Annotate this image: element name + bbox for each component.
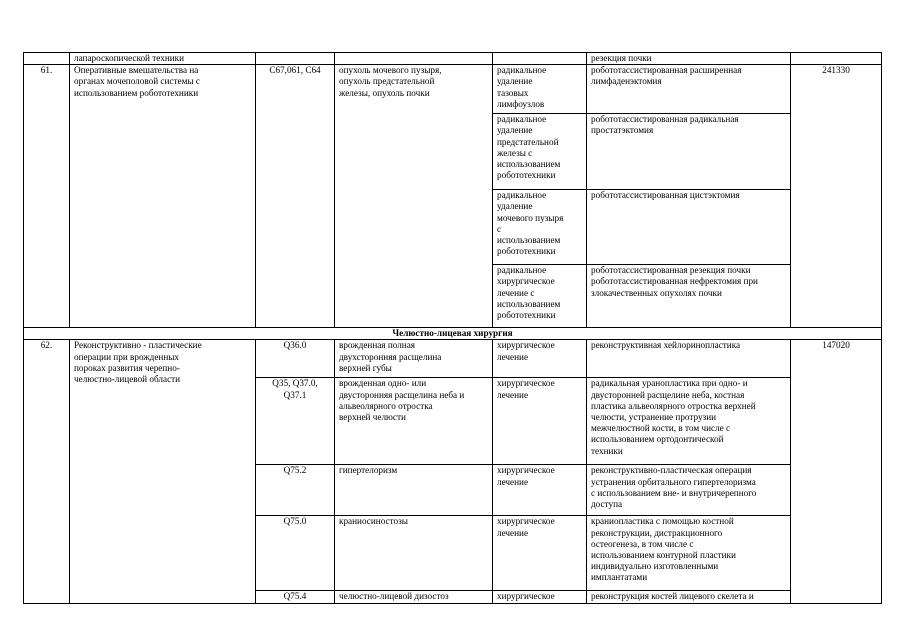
cell-text-line: робототехники [497,246,556,257]
treatment-type-cell [493,378,587,465]
cost-cell: 241330 [791,65,882,328]
cell-text-line: лапароскопической техники [74,53,185,63]
patient-model-cell [335,378,493,465]
cell-text-line: робототассистированная расширенная [591,65,742,76]
patient-model-cell [335,465,493,516]
icd-code-cell [256,378,335,465]
cell-text-line: робототассистированная резекция почки [591,265,751,276]
cell-text-line: опухоль предстательной [339,76,435,87]
cell-text-line: альвеолярного отростка [339,400,433,411]
cost-cell: 147020 [791,340,882,603]
cell-text-line: удаление [497,201,533,212]
cell-text-line: железы, опухоль почки [339,87,430,98]
cell-text-line: доступа [591,499,623,510]
patient-model-cell [335,516,493,591]
cell-text-line: использованием робототехники [74,87,199,98]
treatment-method-cell [587,591,791,603]
cell-text-line: робототассистированная цистэктомия [591,190,740,201]
section-title: Челюстно-лицевая хирургия [24,328,882,340]
treatment-type-cell [493,591,587,603]
treatment-type-cell [493,65,587,114]
cell-text-line: врожденная одно- или [339,378,427,389]
cell-text-line: лимфоузлов [497,98,545,109]
cell-text-line: Q75.0 [283,516,307,527]
treatment-method-cell [587,465,791,516]
cell-text-line: радикальная уранопластика при одно- и [591,378,748,389]
row-number-cell [24,53,70,65]
cell-text-line: реконструктивная хейлоринопластика [591,340,741,351]
cell-text-line: органах мочеполовой системы с [74,76,200,87]
treatment-type-cell [493,516,587,591]
treatment-type-cell [493,465,587,516]
patient-model-cell [335,53,493,65]
patient-model-cell [335,340,493,378]
treatment-type-cell [493,340,587,378]
cell-text-line: робототехники [497,310,556,321]
cell-text-line: Q75.2 [283,465,307,476]
cell-text-line: простатэктомия [591,125,654,136]
cell-text-line: Оперативные вмешательства на [74,65,199,76]
cell-text-line: врожденная полная [339,340,416,351]
cell-text-line: верхней челюсти [339,412,406,423]
cell-text-line: операции при врожденных [74,351,180,362]
procedure-name-cell [70,65,256,328]
cell-text-line: лечение [497,389,529,400]
row-number-cell: 61. [24,65,70,328]
cell-text-line: хирургическое [497,465,555,476]
cell-text-line: двухсторонняя расщелина [339,351,442,362]
cell-text-line: реконструкции, дистракционного [591,527,723,538]
cell-text-line: удаление [497,76,533,87]
procedure-name-cell [70,340,256,603]
cell-text-line: резекция почки [591,53,652,63]
cell-text-line: лечение [497,476,529,487]
section-header-row [24,328,882,340]
treatment-method-cell [587,340,791,378]
table-row [24,340,882,378]
icd-code-cell [256,53,335,65]
cell-text-line: устранения орбитального гипертелоризма [591,476,756,487]
cell-text-line: двусторонней расщелине неба, костная [591,389,745,400]
cell-text-line: лечение с [497,287,535,298]
cell-text-line: хирургическое [497,276,555,287]
cost-cell [791,53,882,65]
cell-text-line: верхней губы [339,362,392,373]
cell-text-line: злокачественных опухолях почки [591,287,722,298]
cell-text-line: челюсти, устранение протрузии [591,412,717,423]
cell-text-line: остеогенеза, в том числе с [591,538,694,549]
patient-model-cell [335,591,493,603]
cell-text-line: имплантатами [591,572,648,583]
cell-text-line: реконструктивно-пластическая операция [591,465,752,476]
cell-text-line: робототассистированная радикальная [591,114,739,125]
treatment-method-cell [587,516,791,591]
cell-text-line: с [497,223,502,234]
cell-text-line: гипертелоризм [339,465,398,476]
cell-text-line: радикальное [497,114,547,125]
cell-text-line: радикальное [497,265,547,276]
cell-text-line: радикальное [497,65,547,76]
cell-text-line: использованием контурной пластики [591,550,736,561]
cell-text-line: челюстно-лицевой дизостоз [339,591,449,602]
treatment-type-cell [493,53,587,65]
treatment-method-cell [587,53,791,65]
cell-text-line: использованием ортодонтической [591,434,724,445]
icd-code-cell [256,465,335,516]
table-row [24,65,882,114]
cell-text-line: тазовых [497,87,529,98]
cell-text-line: двусторонняя расщелина неба и [339,389,465,400]
treatment-method-cell [587,265,791,328]
table-row [24,53,882,65]
treatment-type-cell [493,265,587,328]
cell-text-line: лечение [497,527,529,538]
icd-code-cell [256,516,335,591]
cell-text-line: использованием [497,159,561,170]
treatment-method-cell [587,65,791,114]
cell-text-line: использованием [497,298,561,309]
cell-text-line: Q37.1 [283,389,307,400]
cell-text-line: железы с [497,147,533,158]
cell-text-line: робототассистированная нефректомия при [591,276,758,287]
cell-text-line: С67,061, С64 [269,65,321,76]
cell-text-line: лимфаденэктомия [591,76,662,87]
cell-text-line: Q35, Q37.0, [272,378,318,389]
cell-text-line: Q75.4 [283,591,307,602]
icd-code-cell [256,65,335,328]
cell-text-line: Q36.0 [283,340,307,351]
treatment-method-cell [587,378,791,465]
cell-text-line: реконструкция костей лицевого скелета и [591,591,754,602]
cell-text-line: лечение [497,351,529,362]
cell-text-line: челюстно-лицевой области [74,374,181,385]
cell-text-line: техники [591,445,623,456]
medical-procedures-table [23,52,882,604]
cell-text-line: мочевого пузыря [497,212,564,223]
cell-text-line: опухоль мочевого пузыря, [339,65,442,76]
cell-text-line: хирургическое [497,378,555,389]
cell-text-line: робототехники [497,170,556,181]
cell-text-line: межчелюстной кости, в том числе с [591,423,731,434]
cell-text-line: краниосиностозы [339,516,408,527]
cell-text-line: пластика альвеолярного отростка верхней [591,400,756,411]
cell-text-line: краниопластика с помощью костной [591,516,734,527]
cell-text-line: с использованием вне- и внутричерепного [591,487,757,498]
procedure-name-cell [70,53,256,65]
cell-text-line: радикальное [497,190,547,201]
treatment-type-cell [493,190,587,265]
cell-text-line: предстательной [497,136,559,147]
treatment-method-cell [587,114,791,190]
cell-text-line: удаление [497,125,533,136]
cell-text-line: хирургическое [497,591,555,602]
icd-code-cell [256,591,335,603]
treatment-method-cell [587,190,791,265]
treatment-type-cell [493,114,587,190]
cell-text-line: хирургическое [497,340,555,351]
patient-model-cell [335,65,493,328]
cell-text-line: пороках развития черепно- [74,362,180,373]
cell-text-line: индивидуально изготовленными [591,561,719,572]
cell-text-line: использованием [497,235,561,246]
cell-text-line: хирургическое [497,516,555,527]
cell-text-line: Реконструктивно - пластические [74,340,202,351]
row-number-cell: 62. [24,340,70,603]
icd-code-cell [256,340,335,378]
